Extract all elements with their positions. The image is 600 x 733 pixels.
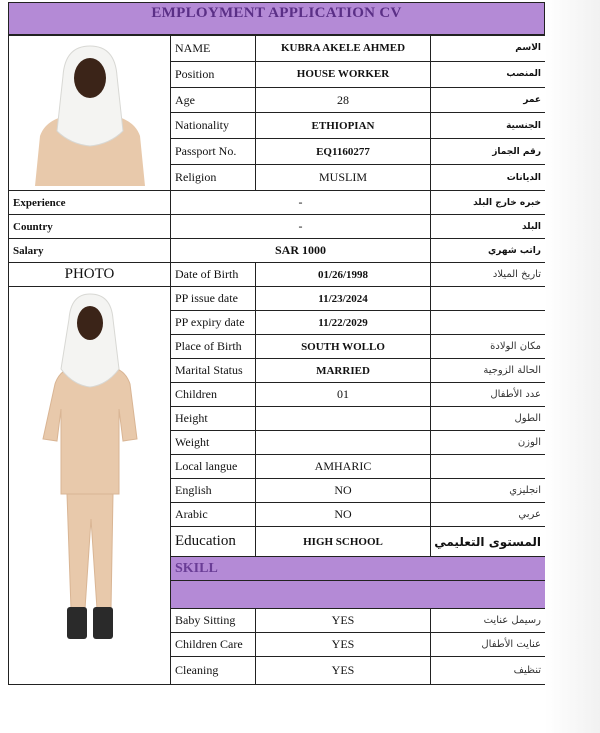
row-label: Height (171, 407, 256, 431)
headshot-photo (9, 36, 171, 191)
skill-band (171, 581, 546, 609)
row-arabic: البلد (431, 215, 546, 239)
row-value: SOUTH WOLLO (256, 335, 431, 359)
row-arabic: عربي (431, 503, 546, 527)
row-arabic: المنصب (431, 61, 546, 87)
row-label: Position (171, 61, 256, 87)
row-label: Cleaning (171, 657, 256, 685)
row-label: Date of Birth (171, 263, 256, 287)
row-arabic: تنظيف (431, 657, 546, 685)
row-label: Country (9, 215, 171, 239)
row-arabic: انجليزي (431, 479, 546, 503)
row-value: ETHIOPIAN (256, 113, 431, 139)
row-value: YES (256, 609, 431, 633)
full-body-photo (9, 287, 171, 685)
row-arabic: تاريخ الميلاد (431, 263, 546, 287)
row-label: PP issue date (171, 287, 256, 311)
row-value: NO (256, 503, 431, 527)
table-row (9, 239, 546, 263)
row-value: AMHARIC (256, 455, 431, 479)
page-edge-shadow (545, 0, 600, 733)
row-arabic: رسيمل عنايت (431, 609, 546, 633)
row-label: NAME (171, 36, 256, 62)
row-arabic: عدد الأطفال (431, 383, 546, 407)
row-arabic (431, 455, 546, 479)
page-title: EMPLOYMENT APPLICATION CV (8, 2, 545, 35)
row-label: Arabic (171, 503, 256, 527)
row-value: 01/26/1998 (256, 263, 431, 287)
row-value: 28 (256, 87, 431, 113)
row-label: Marital Status (171, 359, 256, 383)
row-value: YES (256, 633, 431, 657)
row-label: Salary (9, 239, 171, 263)
row-value: SAR 1000 (171, 239, 431, 263)
row-label: Religion (171, 165, 256, 191)
row-value: - (171, 215, 431, 239)
row-value: NO (256, 479, 431, 503)
row-label: Age (171, 87, 256, 113)
headshot-illustration (15, 36, 165, 186)
table-row (9, 191, 546, 215)
row-arabic: الاسم (431, 36, 546, 62)
table-row (9, 287, 546, 311)
row-value: YES (256, 657, 431, 685)
row-arabic (431, 287, 546, 311)
row-label: Place of Birth (171, 335, 256, 359)
row-arabic: الوزن (431, 431, 546, 455)
row-value: HIGH SCHOOL (256, 527, 431, 557)
row-label: Baby Sitting (171, 609, 256, 633)
row-arabic: الطول (431, 407, 546, 431)
row-label: Nationality (171, 113, 256, 139)
row-arabic: الديانات (431, 165, 546, 191)
row-arabic: الحالة الزوجية (431, 359, 546, 383)
row-arabic: الجنسية (431, 113, 546, 139)
row-label: Local langue (171, 455, 256, 479)
row-arabic: خبره خارج البلد (431, 191, 546, 215)
row-label: Education (171, 527, 256, 557)
row-arabic: رقم الجماز (431, 139, 546, 165)
row-label: PP expiry date (171, 311, 256, 335)
row-label: English (171, 479, 256, 503)
row-label: Children Care (171, 633, 256, 657)
table-row (9, 215, 546, 239)
row-value: KUBRA AKELE AHMED (256, 36, 431, 62)
row-value: 01 (256, 383, 431, 407)
row-label: Experience (9, 191, 171, 215)
row-arabic: عنايت الأطفال (431, 633, 546, 657)
photo-label: PHOTO (9, 263, 171, 287)
row-value: 11/22/2029 (256, 311, 431, 335)
row-arabic (431, 311, 546, 335)
row-label: Passport No. (171, 139, 256, 165)
full-body-illustration (15, 289, 165, 679)
row-value (256, 407, 431, 431)
row-value: 11/23/2024 (256, 287, 431, 311)
row-value: MARRIED (256, 359, 431, 383)
row-value: - (171, 191, 431, 215)
row-value (256, 431, 431, 455)
row-value: HOUSE WORKER (256, 61, 431, 87)
row-label: Children (171, 383, 256, 407)
skill-header: SKILL (171, 557, 546, 581)
cv-table (8, 35, 546, 685)
row-arabic: راتب شهري (431, 239, 546, 263)
row-arabic: عمر (431, 87, 546, 113)
row-arabic: المستوى التعليمي (431, 527, 546, 557)
row-label: Weight (171, 431, 256, 455)
row-value: MUSLIM (256, 165, 431, 191)
row-value: EQ1160277 (256, 139, 431, 165)
table-row (9, 36, 546, 62)
row-arabic: مكان الولادة (431, 335, 546, 359)
table-row (9, 263, 546, 287)
